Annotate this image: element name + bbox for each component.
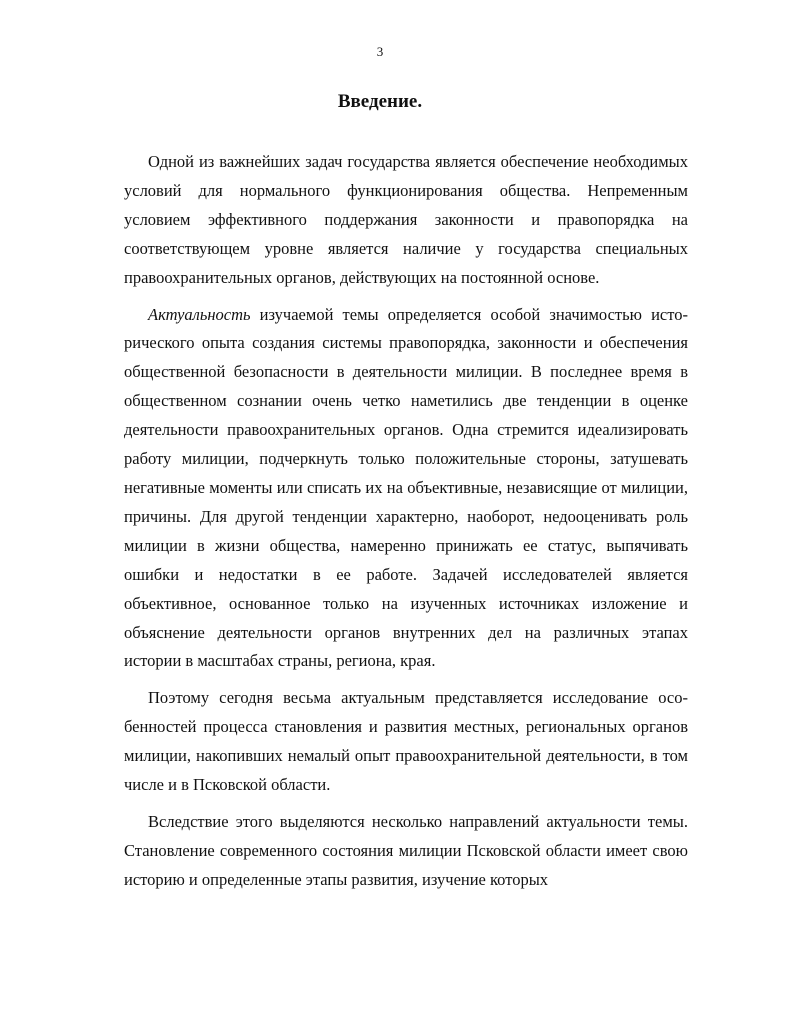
paragraph-regional (124, 684, 688, 800)
paragraph-text: Вследствие этого выделяются несколько направлений актуальности темы. Становление современного состояния милиции Псковской области имеет свою историю и определенные этапы развития, изучение которых (124, 811, 688, 889)
paragraph-directions (124, 808, 688, 895)
page-number: 3 (376, 44, 384, 59)
paragraph-lead-italic: Актуальность (148, 304, 251, 324)
page-title: Введение. (337, 91, 423, 112)
paragraph-text: Поэтому сегодня весьма актуальным представляется исследование особенностей процесса становления и развития местных, региональных органов милиции, накопивших немалый опыт правоохранительной деятельности, в том числе и в Псковской области. (124, 688, 688, 795)
paragraph-text: Одной из важнейших задач государства является обеспечение необходимых условий для нормального функционирования общества. Непременным условием эффективного поддержания законности и правопорядка на соответствующем уровне является наличие у государства специальных правоохранительных органов, действующих на постоянной основе. (124, 152, 688, 287)
paragraph-text: изучаемой темы определяется особой значимостью исторического опыта создания системы правопорядка, законности и обеспечения общественной безопасности в деятельности милиции. В последнее время в общественном сознании очень четко наметились две тенденции в оценке деятельности правоохранительных органов. Одна стремится идеализировать работу милиции, подчеркнуть только положительные стороны, затушевать негативные моменты или списать их на объективные, независящие от милиции, причины. Для другой тенденции характерно, наоборот, недооценивать роль милиции в жизни общества, намеренно принижать ее статус, выпячивать ошибки и недостатки в ее работе. Задачей исследователей является объективное, основанное только на изученных источниках изложение и объяснение деятельности органов внутренних дел на различных этапах истории в масштабах страны, региона, края. (124, 304, 688, 671)
paragraph-relevance (124, 301, 688, 677)
paragraph-intro (124, 148, 688, 293)
document-body (124, 148, 688, 903)
